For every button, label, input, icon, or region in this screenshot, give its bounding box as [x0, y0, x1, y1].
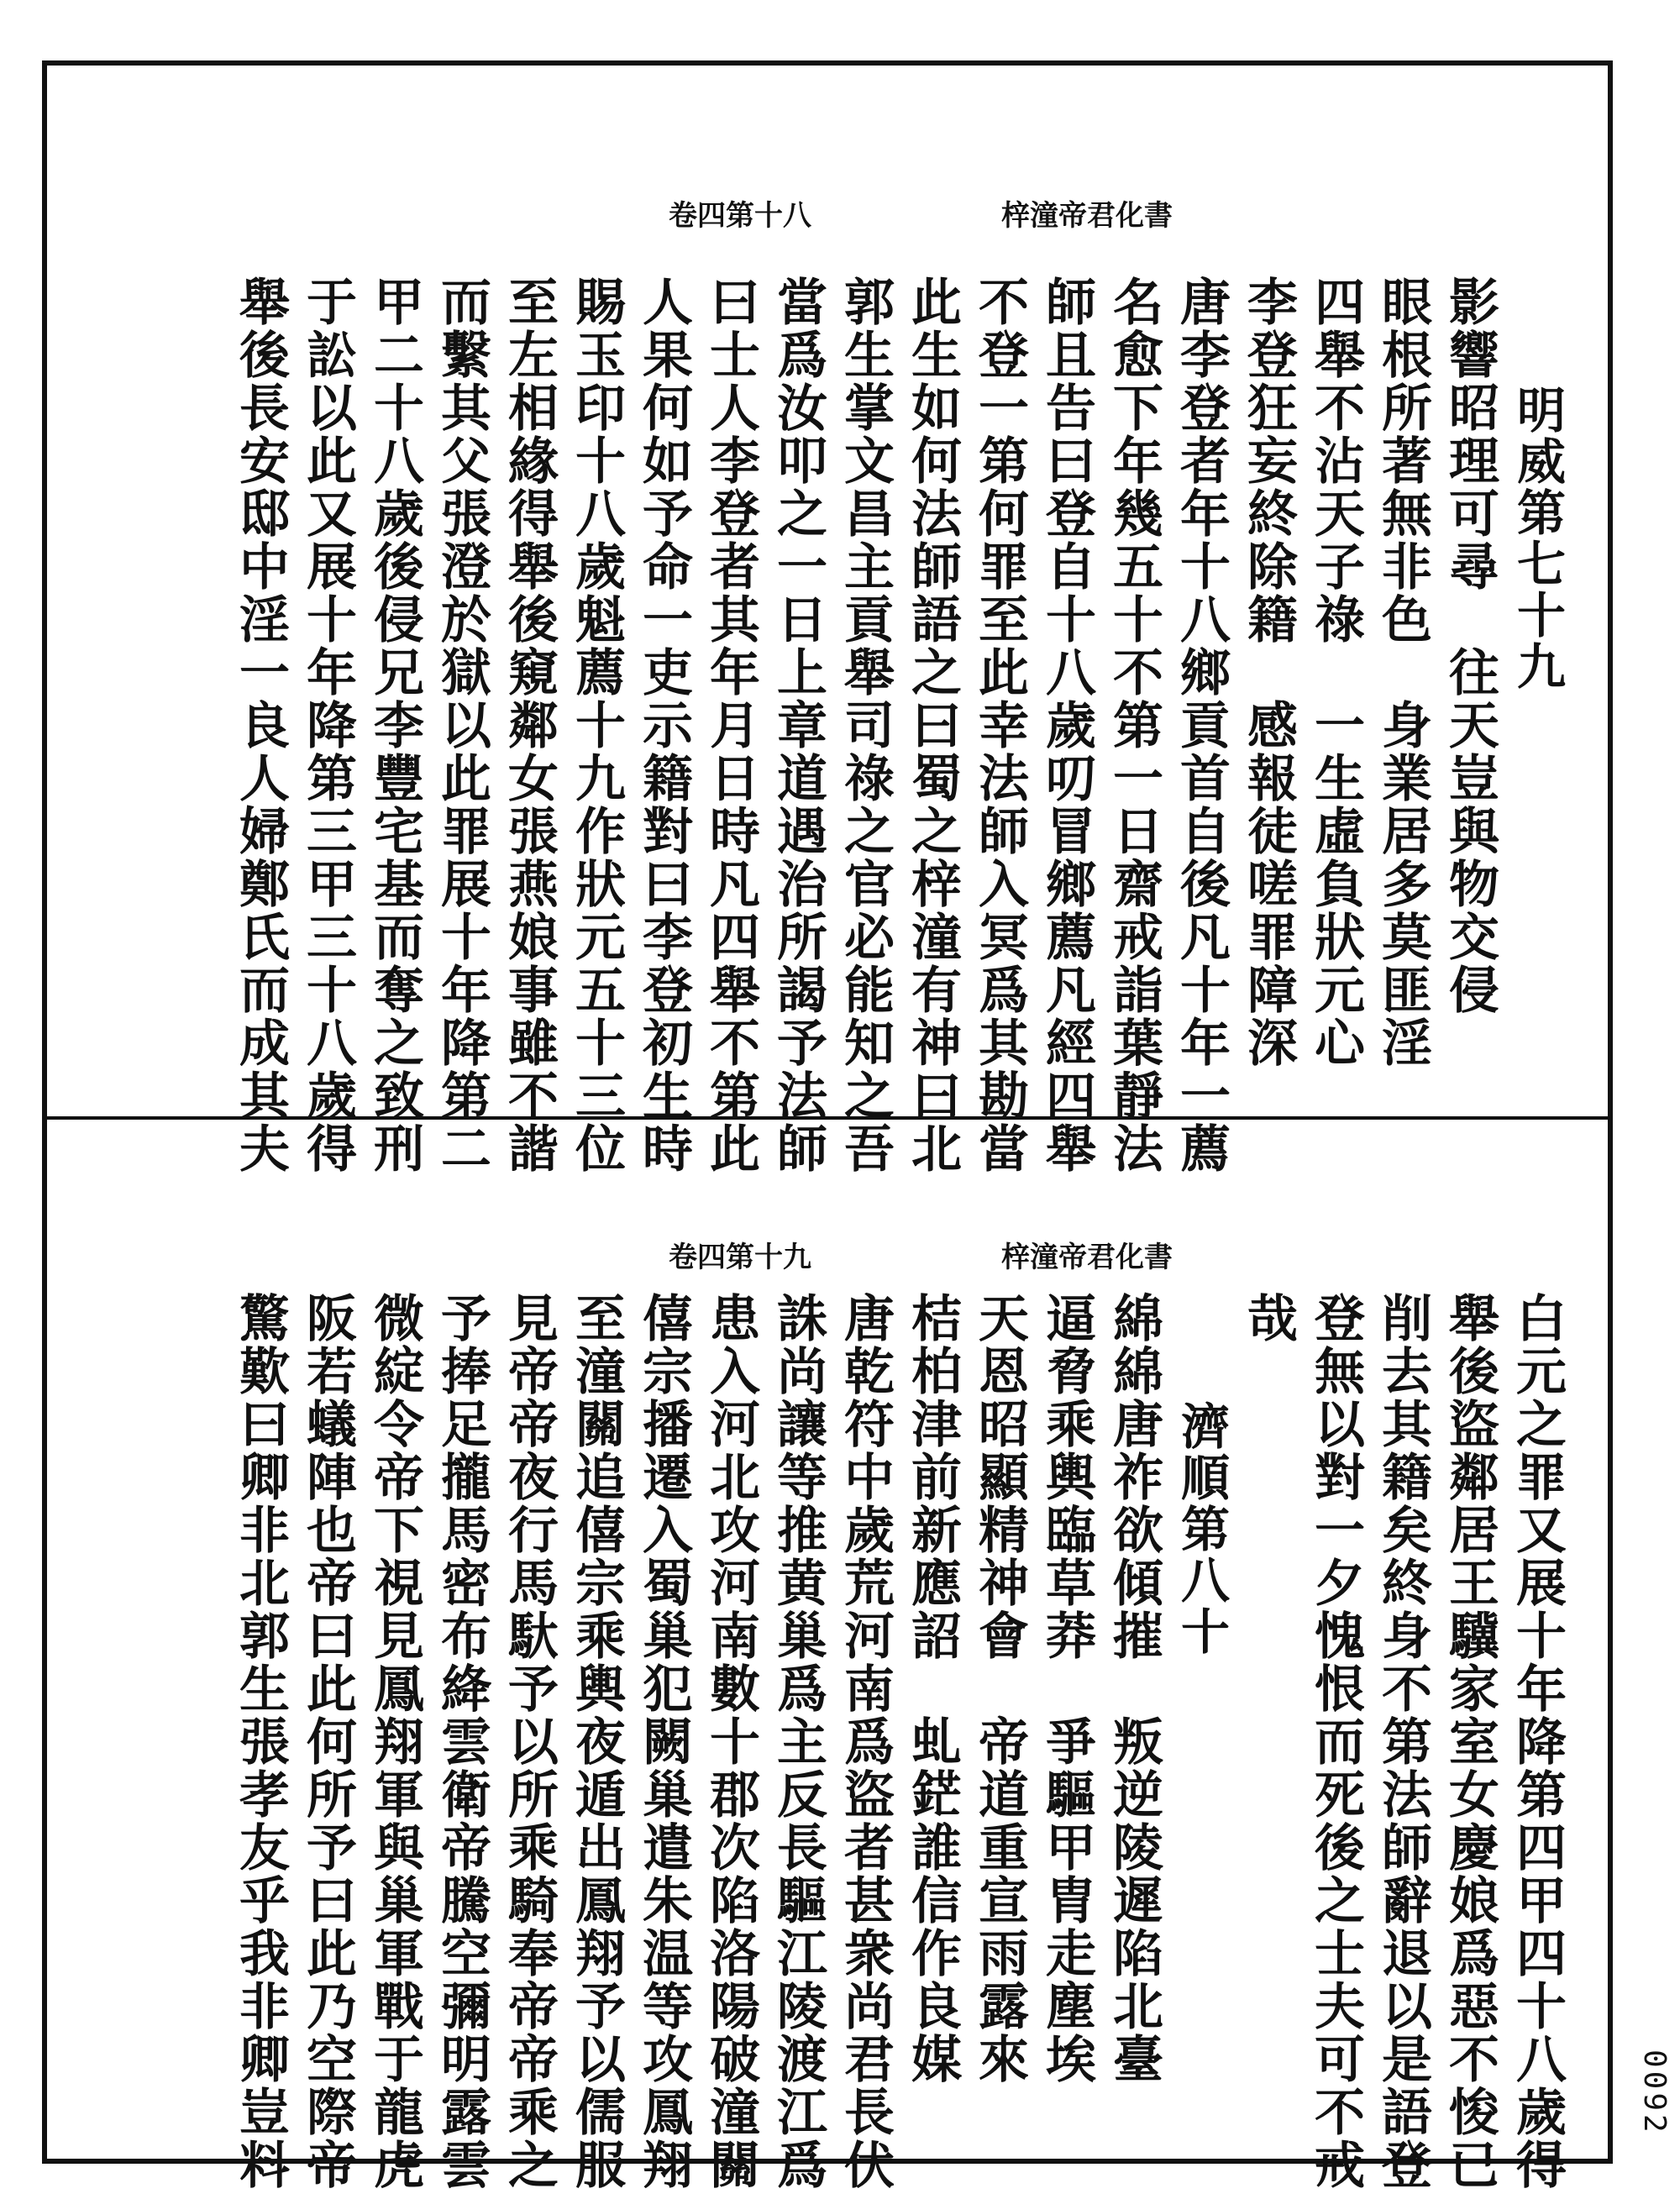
bottom-column — [1238, 1292, 1305, 2098]
bottom-column-text: 舉後盜鄰居王驥家室女慶娘爲惡不悛已 — [1441, 1292, 1499, 2191]
bottom-column — [1104, 1292, 1171, 2098]
bottom-column — [499, 1292, 566, 2191]
top-header-title: 梓潼帝君化書 — [1001, 198, 1173, 233]
bottom-column — [1037, 1292, 1104, 2098]
top-column-text: 賜玉印十八歲魁薦十九作狀元五十三位 — [567, 276, 626, 1175]
top-column-text: 唐李登者年十八鄉貢首自後凡十年一薦 — [1172, 276, 1231, 1175]
bottom-column — [1171, 1292, 1238, 2098]
top-column-text: 至左相緣得舉後窺鄰女張燕娘事雖不諧 — [500, 276, 559, 1175]
bottom-column-text: 逼脅乘輿臨草莽 爭驅甲胄走塵埃 — [1037, 1292, 1096, 2086]
top-column-text: 眼根所著無非色 身業居多莫匪淫 — [1373, 276, 1432, 1069]
bottom-column-text: 削去其籍矣終身不第法師辭退以是語登 — [1373, 1292, 1432, 2191]
bottom-column — [1373, 1292, 1440, 2191]
top-column — [1104, 276, 1171, 1175]
bottom-column-text: 予捧足攏馬密布絳雲衛帝騰空彌明露雲 — [433, 1292, 491, 2191]
bottom-column-text: 僖宗播遷入蜀巢犯闕巢遣朱温等攻鳳翔 — [634, 1292, 693, 2191]
top-column — [1373, 276, 1440, 1082]
top-column — [768, 276, 835, 1175]
bottom-column — [701, 1292, 768, 2191]
top-column — [230, 276, 297, 1175]
bottom-column — [1305, 1292, 1373, 2191]
top-column-text: 舉後長安邸中淫一良人婦鄭氏而成其夫 — [231, 276, 290, 1175]
bottom-column-text: 唐乾符中歲荒河南爲盜者甚衆尚君長伏 — [836, 1292, 895, 2191]
top-column-text: 不登一第何罪至此幸法師入冥爲其勘當 — [970, 276, 1029, 1175]
top-column-text: 甲二十八歲後侵兄李豐宅基而奪之致刑 — [365, 276, 424, 1175]
bottom-text-columns — [230, 1292, 1574, 2191]
top-column — [432, 276, 499, 1175]
top-column-text: 當爲汝叩之一日上章道遇治所謁予法師 — [769, 276, 827, 1175]
top-column-text: 于訟以此又展十年降第三甲三十八歲得 — [298, 276, 357, 1175]
top-column — [969, 276, 1037, 1175]
bottom-column — [566, 1292, 633, 2191]
bottom-column-text: 微綻令帝下視見鳳翔軍與巢軍戰于龍虎 — [365, 1292, 424, 2191]
bottom-column-text: 桔柏津前新應詔 虬鋩誰信作良媒 — [903, 1292, 962, 2086]
top-column — [1037, 276, 1104, 1175]
top-column-text: 名愈下年幾五十不第一日齋戒詣葉靜法 — [1105, 276, 1163, 1175]
top-column — [566, 276, 633, 1175]
top-column — [297, 276, 365, 1175]
bottom-column — [969, 1292, 1037, 2098]
bottom-column — [432, 1292, 499, 2191]
top-column-text: 而繫其父張澄於獄以此罪展十年降第二 — [433, 276, 491, 1175]
top-column-text: 此生如何法師語之曰蜀之梓潼有神曰北 — [903, 276, 962, 1175]
bottom-column-text: 天恩昭顯精神會 帝道重宣雨露來 — [970, 1292, 1029, 2086]
top-column — [633, 276, 701, 1175]
bottom-column — [768, 1292, 835, 2191]
top-column-text: 曰士人李登者其年月日時凡四舉不第此 — [701, 276, 760, 1175]
top-column — [499, 276, 566, 1175]
top-column-text: 李登狂妄終除籍 感報徒嗟罪障深 — [1239, 276, 1298, 1069]
bottom-column — [835, 1292, 902, 2191]
bottom-header-title: 梓潼帝君化書 — [1001, 1240, 1173, 1274]
bottom-column-text: 驚歎曰卿非北郭生張孝友乎我非卿豈料 — [231, 1292, 290, 2191]
bottom-column-text: 至潼關追僖宗乘輿夜遁出鳳翔予以儒服 — [567, 1292, 626, 2191]
bottom-header — [669, 1233, 1173, 1275]
bottom-column-text: 患入河北攻河南數十郡次陷洛陽破潼關 — [701, 1292, 760, 2191]
top-column — [835, 276, 902, 1175]
bottom-column — [297, 1292, 365, 2191]
top-column — [1238, 276, 1305, 1082]
bottom-column-text: 哉 — [1239, 1292, 1298, 1345]
bottom-column — [902, 1292, 969, 2098]
bottom-column — [230, 1292, 297, 2191]
bottom-column — [633, 1292, 701, 2191]
top-panel — [47, 66, 1608, 1175]
top-header-chapter: 卷四第十八 — [669, 198, 811, 233]
bottom-column — [1507, 1292, 1574, 2191]
top-column — [1507, 276, 1574, 1082]
top-column — [365, 276, 432, 1175]
top-column-text: 四舉不沾天子祿 一生虛負狀元心 — [1306, 276, 1365, 1069]
bottom-column-text: 見帝帝夜行馬馱予以所乘騎奉帝帝乘之 — [500, 1292, 559, 2191]
top-column — [1305, 276, 1373, 1082]
top-column-text: 人果何如予命一吏示籍對曰李登初生時 — [634, 276, 693, 1175]
top-column-text: 明威第七十九 — [1509, 385, 1566, 692]
bottom-header-chapter: 卷四第十九 — [669, 1240, 811, 1274]
bottom-column-text: 綿綿唐祚欲傾摧 叛逆陵遲陷北臺 — [1105, 1292, 1163, 2086]
bottom-panel — [47, 1120, 1608, 2191]
bottom-column-text: 誅尚讓等推黄巢爲主反長驅江陵渡江爲 — [769, 1292, 827, 2191]
top-column-text: 郭生掌文昌主貢舉司祿之官必能知之吾 — [836, 276, 895, 1175]
top-text-columns — [230, 276, 1574, 1175]
top-column — [1440, 276, 1507, 1082]
bottom-column — [365, 1292, 432, 2191]
top-column — [1171, 276, 1238, 1175]
top-column — [902, 276, 969, 1175]
bottom-column — [1440, 1292, 1507, 2191]
bottom-column-text: 濟順第八十 — [1173, 1401, 1230, 1657]
bottom-column-text: 白元之罪又展十年降第四甲四十八歲得 — [1508, 1292, 1567, 2191]
bottom-column-text: 阪若蟻陣也帝曰此何所予曰此乃空際帝 — [298, 1292, 357, 2191]
page-number: 0092 — [1637, 2049, 1672, 2136]
bottom-column-text: 登無以對一夕愧恨而死後之士夫可不戒 — [1306, 1292, 1365, 2191]
top-column-text: 影響昭理可尋 往天豈與物交侵 — [1441, 276, 1499, 1016]
top-header — [669, 192, 1173, 234]
top-column-text: 師且告曰登自十八歲叨冒鄉薦凡經四舉 — [1037, 276, 1096, 1175]
top-column — [701, 276, 768, 1175]
